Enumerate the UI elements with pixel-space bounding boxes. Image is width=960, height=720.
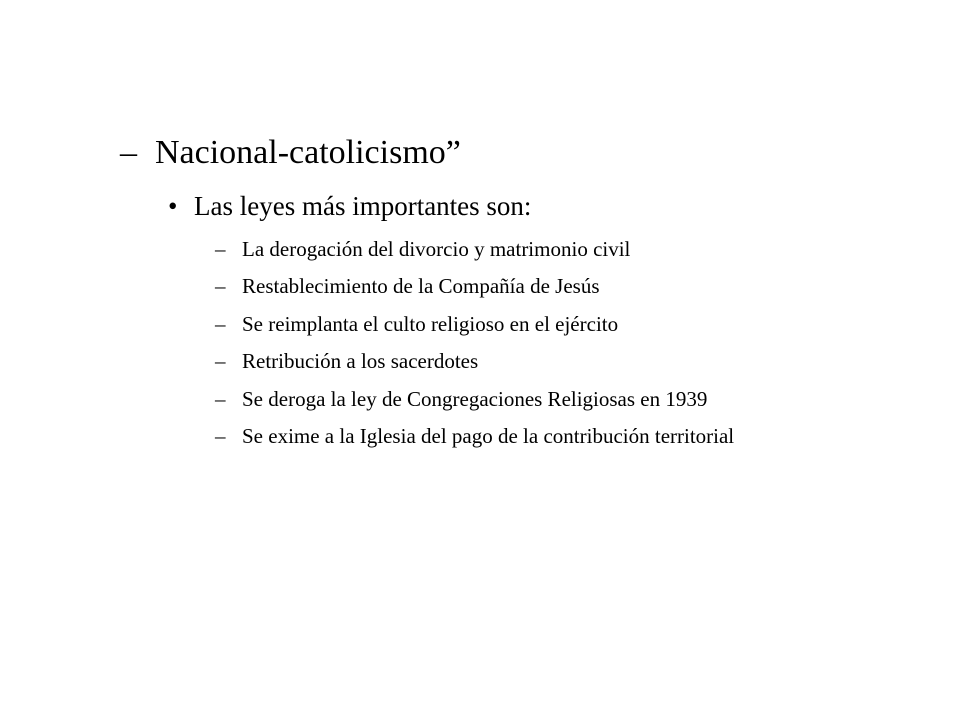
dash-marker: – <box>215 274 226 298</box>
list-item-text: Se reimplanta el culto religioso en el ejército <box>242 312 619 336</box>
list-item-text: Se deroga la ley de Congregaciones Religiosas en 1939 <box>242 387 708 411</box>
subheading-row <box>168 191 531 222</box>
list-item <box>215 312 618 337</box>
list-item <box>215 274 600 299</box>
list-item-text: Se exime a la Iglesia del pago de la contribución territorial <box>242 424 735 448</box>
list-item-text: Restablecimiento de la Compañía de Jesús <box>242 274 600 298</box>
list-item-text: Retribución a los sacerdotes <box>242 349 479 373</box>
dash-marker: – <box>215 424 226 448</box>
bullet-marker: • <box>168 191 178 221</box>
heading-text: Nacional-catolicismo” <box>155 134 461 171</box>
list-item <box>215 349 478 374</box>
dash-marker: – <box>215 349 226 373</box>
dash-marker: – <box>215 387 226 411</box>
heading-row <box>120 134 461 172</box>
dash-marker: – <box>215 237 226 261</box>
list-item-text: La derogación del divorcio y matrimonio civil <box>242 237 631 261</box>
list-item <box>215 387 707 412</box>
dash-marker: – <box>120 134 137 171</box>
subheading-text: Las leyes más importantes son: <box>194 191 532 221</box>
dash-marker: – <box>215 312 226 336</box>
list-item <box>215 237 630 262</box>
list-item <box>215 424 734 449</box>
